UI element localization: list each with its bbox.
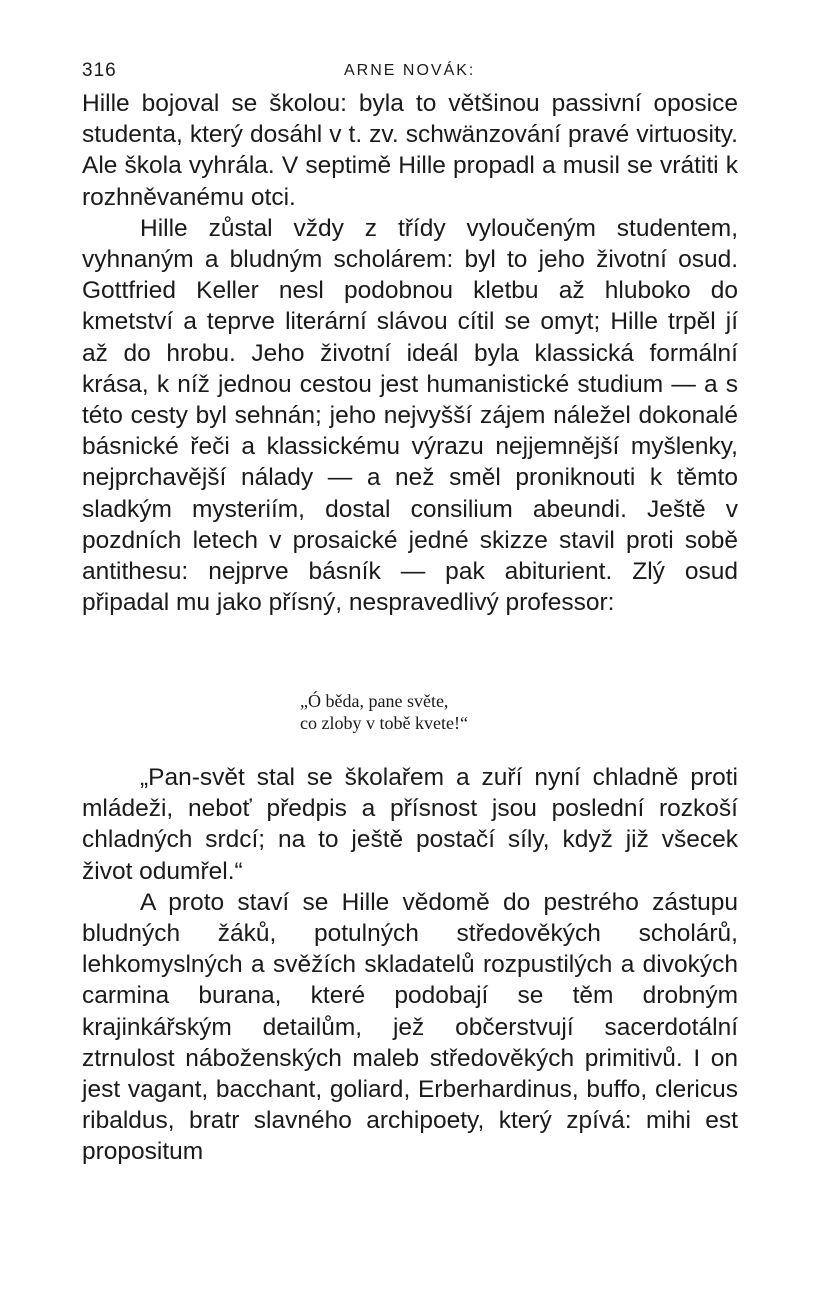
verse-line-1: „Ó běda, pane světe, (300, 691, 449, 711)
running-title: ARNE NOVÁK: (344, 62, 476, 79)
text-block-upper (82, 88, 738, 618)
running-head (82, 60, 742, 88)
paragraph-2: Hille zůstal vždy z třídy vyloučeným studentem, vyhnaným a bludným scholárem: byl to jeho životní osud. Gottfried Keller nesl podobnou kletbu až hluboko do kmetství a teprve literární slávou cítil se omyt; Hille trpěl jí až do hrobu. Jeho životní ideál byla klassická formální krása, k níž jednou cestou jest humanistické studium — a s této cesty byl sehnán; jeho nejvyšší zájem náležel dokonalé básnické řeči a klassickému výrazu nejjemnější myšlenky, nejprchavější nálady — a než směl proniknouti k těmto sladkým mysteriím, dostal consilium abeundi. Ještě v pozdních letech v prosaické jedné skizze stavil proti sobě antithesu: nejprve básník — pak abiturient. Zlý osud připadal mu jako přísný, nespravedlivý professor: (82, 214, 738, 617)
paragraph-1: Hille bojoval se školou: byla to většinou passivní oposice studenta, který dosáhl v t. zv. schwänzování pravé virtuosity. Ale škola vyhrála. V septimě Hille propadl a musil se vrátiti k rozhněvanému otci. (82, 90, 738, 211)
text-block-lower (82, 762, 738, 1168)
page-number: 316 (82, 60, 117, 81)
paragraph-4: A proto staví se Hille vědomě do pestrého zástupu bludných žáků, potulných středověkých scholárů, lehkomyslných a svěžích skladatelů rozpustilých a divokých carmina burana, které podobají se těm drobným krajinkářským detailům, jež občerstvují sacerdotální ztrnulost náboženských maleb středověkých primitivů. I on jest vagant, bacchant, goliard, Erberhardinus, buffo, clericus ribaldus, bratr slavného archipoety, který zpívá: mihi est propositum (82, 888, 738, 1166)
verse-line-2: co zloby v tobě kvete!“ (300, 713, 468, 733)
verse-quote (300, 690, 468, 734)
paragraph-3: „Pan-svět stal se školařem a zuří nyní chladně proti mládeži, neboť předpis a přísnost jsou poslední rozkoší chladných srdcí; na to ještě postačí síly, když již všecek život odumřel.“ (82, 764, 738, 885)
